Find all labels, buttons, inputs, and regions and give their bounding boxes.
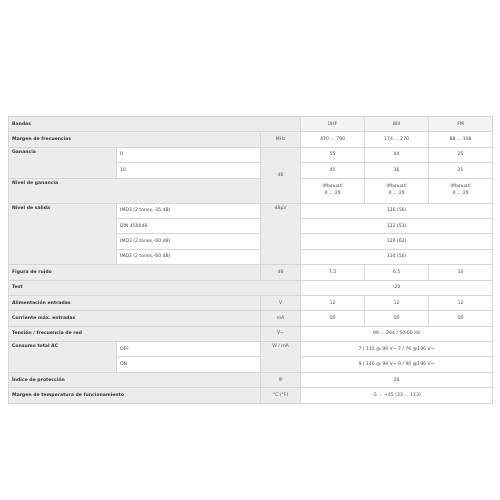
output-sub-2: IMD3 (2 tones,-60 dB) xyxy=(117,234,261,249)
gain-fm-1: 21 xyxy=(429,163,493,178)
output-unit: dBµV xyxy=(261,203,301,265)
consumption-value-1: 9 / 140 @ 99 V~ 9 / 90 @196 V~ xyxy=(301,357,493,372)
gain-level-fm-mode: (Manual) xyxy=(450,183,471,189)
gain-level-uhf xyxy=(301,178,365,203)
freq-biii: 174 ... 270 xyxy=(365,132,429,147)
input-power-biii: 12 xyxy=(365,295,429,310)
freq-label: Margen de frecuencias xyxy=(9,132,261,147)
mains-value: 99 ... 264 / 50-60 Hz xyxy=(301,326,493,341)
gain-level-fm xyxy=(429,178,493,203)
consumption-sub-0: OFF xyxy=(117,342,261,357)
row-noise xyxy=(9,265,493,280)
noise-fm: 10 xyxy=(429,265,493,280)
bands-uhf: UHF xyxy=(301,117,365,132)
noise-unit: dB xyxy=(261,265,301,280)
gain-level-biii-range: 0 ... 20 xyxy=(388,190,405,196)
mains-unit: V~ xyxy=(261,326,301,341)
protection-value: 20 xyxy=(301,372,493,387)
output-value-2: 120 (62) xyxy=(301,234,493,249)
output-value-3: 110 (50) xyxy=(301,249,493,264)
gain-biii-1: 36 xyxy=(365,163,429,178)
freq-uhf: 470 ... 790 xyxy=(301,132,365,147)
output-sub-3: IMD2 (2 tones,-60 dB) xyxy=(117,249,261,264)
output-value-0: 126 (56) xyxy=(301,203,493,218)
output-sub-0: IMD3 (2 tones,-35 dB) xyxy=(117,203,261,218)
output-sub-1: DIN 45004B xyxy=(117,218,261,233)
gain-level-label: Nivel de ganancia xyxy=(9,178,261,203)
input-current-uhf: 50 xyxy=(301,311,365,326)
temp-unit: °C (°F) xyxy=(261,388,301,403)
gain-biii-0: 44 xyxy=(365,147,429,162)
row-gain-level xyxy=(9,178,493,203)
row-protection xyxy=(9,372,493,387)
protection-label: Índice de protección xyxy=(9,372,261,387)
protection-unit: IP xyxy=(261,372,301,387)
gain-uhf-0: 55 xyxy=(301,147,365,162)
bands-biii: BIII xyxy=(365,117,429,132)
consumption-unit: W / mA xyxy=(261,342,301,373)
row-consumption-0 xyxy=(9,342,493,357)
freq-unit: MHz xyxy=(261,132,301,147)
gain-sub-1: 10 xyxy=(117,163,261,178)
noise-label: Figura de ruido xyxy=(9,265,261,280)
row-input-current xyxy=(9,311,493,326)
row-output-0 xyxy=(9,203,493,218)
gain-sub-0: 0 xyxy=(117,147,261,162)
input-current-fm: 50 xyxy=(429,311,493,326)
row-gain-0 xyxy=(9,147,493,162)
gain-uhf-1: 45 xyxy=(301,163,365,178)
consumption-label: Consumo total AC xyxy=(9,342,117,373)
input-power-uhf: 12 xyxy=(301,295,365,310)
gain-fm-0: 25 xyxy=(429,147,493,162)
row-mains xyxy=(9,326,493,341)
bands-fm: FM xyxy=(429,117,493,132)
freq-fm: 88 ... 108 xyxy=(429,132,493,147)
row-frequency xyxy=(9,132,493,147)
gain-level-uhf-range: 0 ... 20 xyxy=(324,190,341,196)
gain-level-biii-mode: (Manual) xyxy=(386,183,407,189)
input-power-fm: 12 xyxy=(429,295,493,310)
row-bands xyxy=(9,117,493,132)
gain-level-uhf-mode: (Manual) xyxy=(322,183,343,189)
test-value: -20 xyxy=(301,280,493,295)
output-label: Nivel de salida xyxy=(9,203,117,265)
gain-label: Ganancia xyxy=(9,147,117,178)
noise-biii: 6,5 xyxy=(365,265,429,280)
consumption-sub-1: ON xyxy=(117,357,261,372)
row-temperature xyxy=(9,388,493,403)
noise-uhf: 7,5 xyxy=(301,265,365,280)
temp-label: Margen de temperatura de funcionamiento xyxy=(9,388,261,403)
gain-unit: dB xyxy=(261,147,301,203)
input-power-unit: V xyxy=(261,295,301,310)
input-current-unit: mA xyxy=(261,311,301,326)
row-test xyxy=(9,280,493,295)
bands-label: Bandas xyxy=(9,117,301,132)
input-current-biii: 50 xyxy=(365,311,429,326)
gain-level-biii xyxy=(365,178,429,203)
mains-label: Tensión / frecuencia de red xyxy=(9,326,261,341)
consumption-value-0: 7 / 115 @ 99 V~ 7 / 76 @196 V~ xyxy=(301,342,493,357)
test-label: Test xyxy=(9,280,301,295)
output-value-1: 122 (53) xyxy=(301,218,493,233)
gain-level-fm-range: 0 ... 20 xyxy=(452,190,469,196)
input-power-label: Alimentación entradas xyxy=(9,295,261,310)
input-current-label: Corriente máx. entradas xyxy=(9,311,261,326)
temp-value: -5 ... +45 (23 ... 113) xyxy=(301,388,493,403)
row-input-power xyxy=(9,295,493,310)
spec-table xyxy=(8,116,493,404)
